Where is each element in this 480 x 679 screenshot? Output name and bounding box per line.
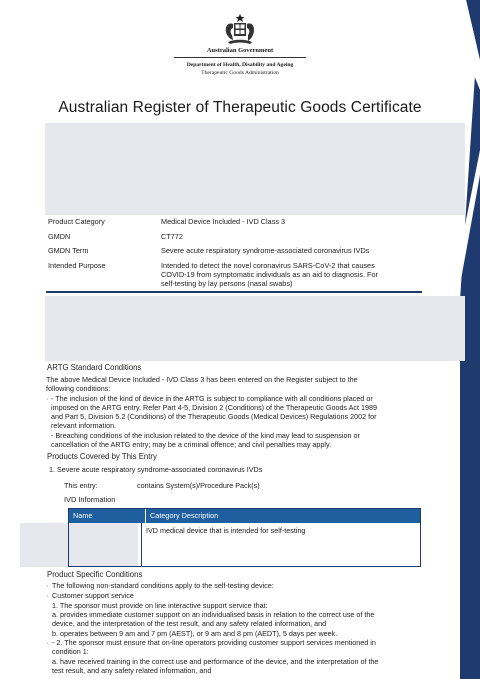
condition-line: relevant information. (51, 421, 117, 430)
condition-line: - Breaching conditions of the inclusion related to the device of the kind may lead to suspension or (51, 431, 360, 440)
specific-condition-line: b. operates between 9 am and 7 pm (AEST), or 9 am and 8 pm (AEDT), 5 days per week. (52, 629, 338, 638)
conditions-intro-line: The above Medical Device Included - IVD Class 3 has been entered on the Register subject to the (46, 375, 358, 384)
certificate-title: Australian Register of Therapeutic Goods Certificate (58, 99, 422, 116)
redacted-block-middle (45, 296, 465, 361)
ivd-information-table (68, 508, 421, 567)
bullet-marker: · (46, 591, 49, 600)
entry-value: contains System(s)/Procedure Pack(s) (137, 481, 260, 490)
specific-condition-line: Customer support service (52, 591, 134, 600)
header-divider (174, 57, 306, 58)
detail-value: Severe acute respiratory syndrome-associated coronavirus IVDs (161, 246, 370, 255)
conditions-intro-line: following conditions: (46, 384, 111, 393)
specific-condition-line: test result, and any safety related information, and (52, 666, 212, 675)
detail-value: Medical Device Included - IVD Class 3 (161, 217, 286, 226)
specific-condition-line: The following non-standard conditions apply to the self-testing device: (52, 581, 274, 590)
detail-value-line: COVID-19 from symptomatic individuals as an aid to diagnosis. For (161, 270, 378, 279)
detail-label: Intended Purpose (48, 261, 106, 270)
detail-label: GMDN (48, 232, 71, 241)
table-header-row (69, 509, 420, 523)
specific-condition-line: 1. The sponsor must provide on line interactive support service that: (52, 601, 268, 610)
products-heading: Products Covered by This Entry (47, 452, 157, 461)
redacted-block-top (45, 123, 465, 215)
condition-line: cancellation of the ARTG entry; may be a criminal offence; and civil penalties may apply. (51, 440, 332, 449)
column-header-name: Name (69, 509, 146, 523)
agency-name: Therapeutic Goods Administration (201, 70, 279, 76)
condition-line: and Part 5, Division 5.2 (Conditions) of the Therapeutic Goods (Medical Devices) Regulations 2002 for (51, 412, 377, 421)
entry-label: This entry: (64, 481, 98, 490)
detail-value-line: Intended to detect the novel coronavirus SARS-CoV-2 that causes (161, 261, 375, 270)
bullet-marker: · (46, 581, 49, 590)
product-item: 1. Severe acute respiratory syndrome-associated coronavirus IVDs (49, 465, 263, 474)
coat-of-arms-icon (220, 12, 260, 46)
table-row (69, 523, 420, 567)
government-header (0, 12, 480, 77)
table-cell-category: IVD medical device that is intended for self-testing (146, 526, 306, 535)
detail-value-line: self-testing by lay persons (nasal swabs) (161, 279, 293, 288)
government-name: Australian Government (206, 47, 274, 54)
bullet-marker: · (46, 394, 49, 403)
bullet-marker: · (46, 638, 49, 647)
column-header-category: Category Description (150, 511, 219, 520)
department-name: Department of Health, Disability and Ageing (186, 62, 294, 68)
detail-label: Product Category (48, 217, 105, 226)
section-divider (46, 291, 422, 293)
specific-condition-line: a. provides immediate customer support on an individualised basis in relation to the correct use of the (52, 610, 375, 619)
standard-conditions-heading: ARTG Standard Conditions (47, 363, 142, 372)
detail-label: GMDN Term (48, 246, 89, 255)
specific-condition-line: device, and the interpretation of the test result, and any safety related information, and (52, 619, 327, 628)
condition-line: imposed on the ARTG entry. Refer Part 4-5, Division 2 (Conditions) of the Therapeutic Goods Act 1989 (51, 403, 378, 412)
specific-condition-line: a. have received training in the correct use and performance of the device, and the interpretation of the (52, 657, 379, 666)
specific-condition-line: condition 1: (52, 647, 89, 656)
detail-value: CT772 (161, 232, 183, 241)
ivd-information-heading: IVD Information (64, 495, 116, 504)
table-cell-name (69, 523, 142, 567)
specific-condition-line: - 2. The sponsor must ensure that on-line operators providing customer support services mentioned in (52, 638, 376, 647)
condition-line: - The inclusion of the kind of device in the ARTG is subject to compliance with all conditions placed or (51, 394, 373, 403)
specific-conditions-heading: Product Specific Conditions (47, 570, 143, 579)
